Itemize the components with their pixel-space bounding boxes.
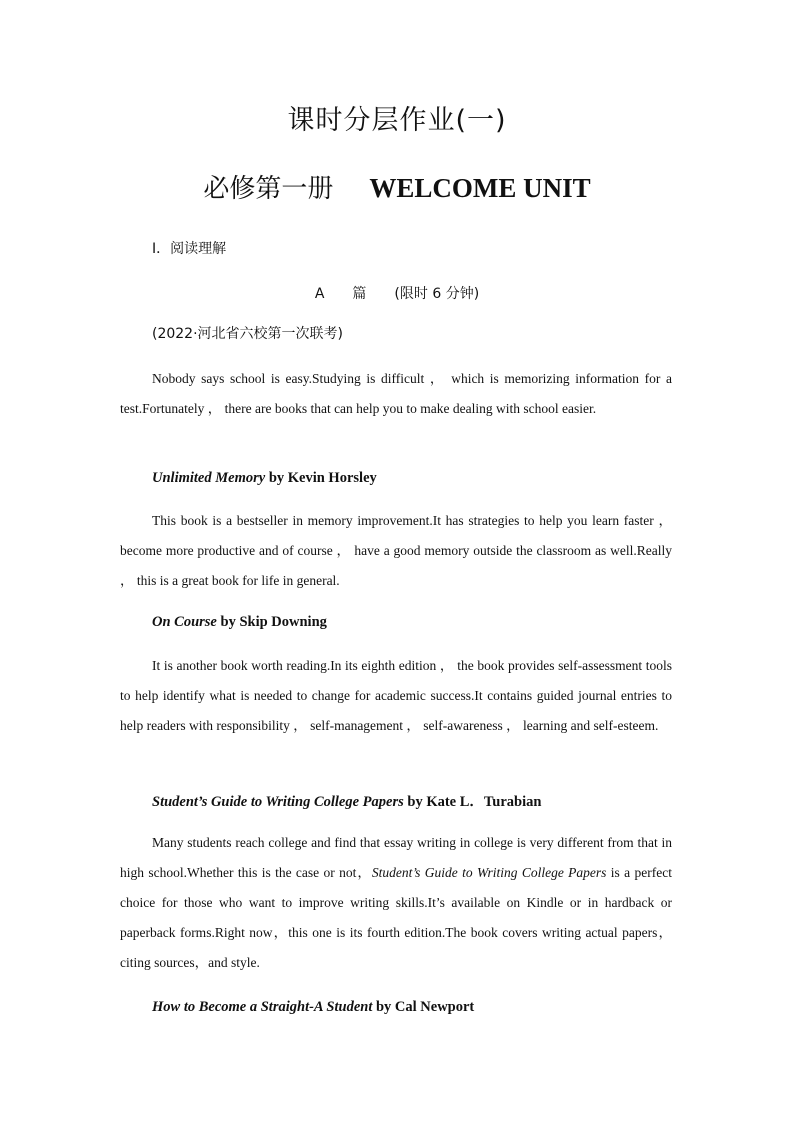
desc-text: is a perfect choice for those who want to improve writing skills.It’s available on Kindle or in hardback or paperback forms.Right now，this one is its fourth edition.The book covers writing actual papers，citing sources，and style.: [120, 865, 672, 970]
book-heading-2: [152, 614, 327, 631]
book-title: Student’s Guide to Writing College Papers: [152, 794, 404, 810]
desc-book-title: Student’s Guide to Writing College Papers: [371, 865, 607, 880]
book-heading-4: [152, 999, 474, 1016]
book-heading-3: [152, 790, 541, 811]
desc-text: Many students reach college and find that essay writing in college is very different from that in high school.Whether this is the case or not，: [120, 835, 672, 880]
part-heading: [0, 283, 794, 303]
subtitle-chinese: 必修第一册: [203, 174, 334, 204]
book-heading-1: [152, 470, 377, 487]
book-title: On Course: [152, 614, 217, 630]
book-author: by Cal Newport: [372, 999, 475, 1015]
section-heading: Ⅰ．阅读理解: [152, 241, 227, 257]
book-title: How to Become a Straight-A Student: [152, 999, 373, 1015]
page-title: 课时分层作业(一): [287, 105, 507, 136]
book-description-1: This book is a bestseller in memory improvement.It has strategies to help you learn faster ， become more productive and of course ， have a good memory outside the classroom as well.Really ， this is a great book for life in general.: [120, 513, 672, 588]
book-author: by Kevin Horsley: [265, 470, 377, 486]
book-author: by Skip Downing: [216, 614, 327, 630]
subtitle-english: WELCOME UNIT: [369, 173, 591, 203]
source-note: (2022·河北省六校第一次联考): [152, 326, 344, 342]
intro-paragraph: Nobody says school is easy.Studying is difficult ， which is memorizing information for a test.Fortunately ， there are books that can help you to make dealing with school easier.: [120, 371, 672, 416]
part-time-limit: (限时 6 分钟): [394, 286, 480, 302]
part-name: 篇: [352, 286, 367, 302]
book-author: by Kate L．Turabian: [403, 794, 542, 810]
book-description-3: [120, 828, 672, 978]
book-title: Unlimited Memory: [152, 470, 266, 486]
book-description-2: It is another book worth reading.In its eighth edition ， the book provides self-assessment tools to help identify what is needed to change for academic success.It contains guided journal entries to help readers with responsibility ， self-management ， self-awareness ， learning and self-esteem.: [120, 658, 672, 733]
page-subtitle: [0, 168, 794, 205]
part-letter: A: [314, 286, 325, 302]
